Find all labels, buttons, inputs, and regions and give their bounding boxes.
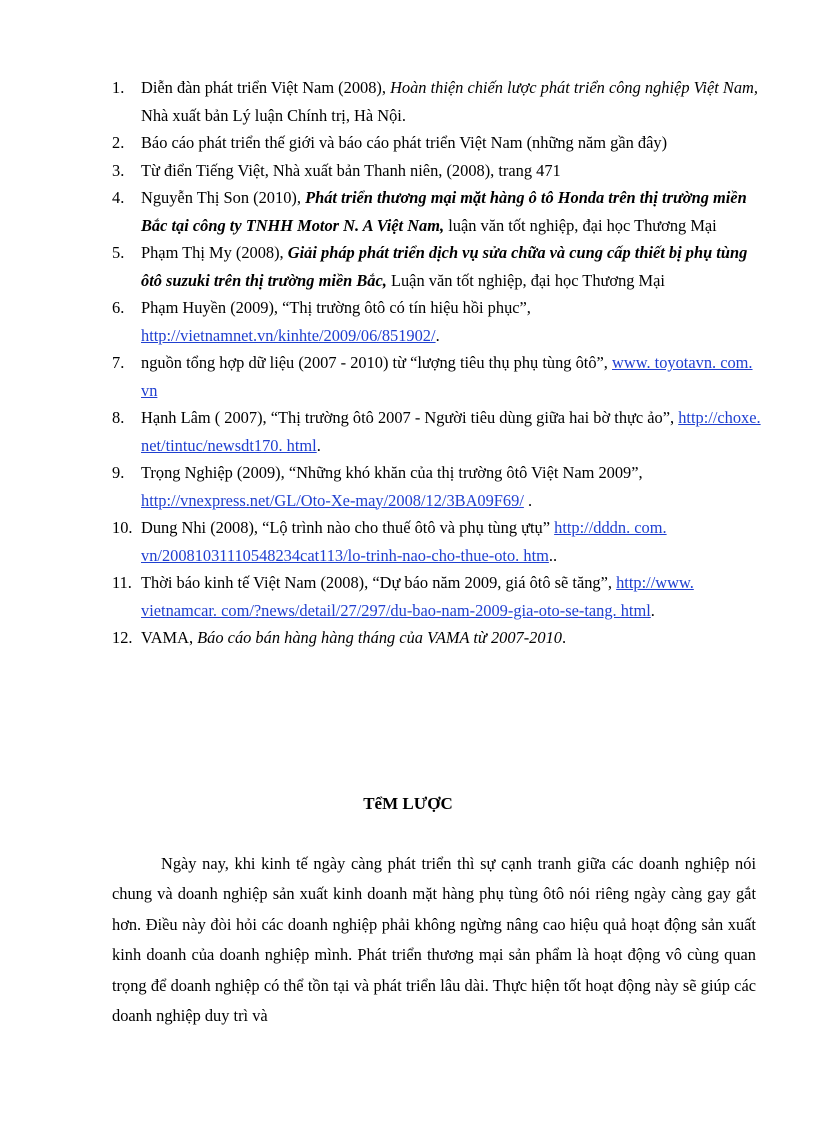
reference-number: 3. xyxy=(112,160,125,180)
reference-author: Hạnh Lâm ( 2007), “Thị trường ôtô 2007 - Người tiêu dùng giữa hai bờ thực ảo”, xyxy=(141,408,679,427)
reference-link[interactable]: http://choxe. net/tintuc/newsdt170. html xyxy=(141,408,761,455)
reference-link[interactable]: http://vietnamnet.vn/kinhte/2009/06/851902/ xyxy=(141,325,436,345)
reference-item xyxy=(112,569,772,624)
reference-number: 8. xyxy=(112,408,125,427)
reference-title: Báo cáo bán hàng hàng tháng của VAMA từ 2007-2010 xyxy=(197,628,562,647)
reference-item xyxy=(112,74,772,129)
reference-author: Trọng Nghiệp (2009), “Những khó khăn của thị trường ôtô Việt Nam 2009”, xyxy=(141,463,643,482)
reference-link[interactable]: http://dddn. com. vn/20081031110548234cat113/lo-trinh-nao-cho-thue-oto. htm xyxy=(141,518,667,565)
reference-link[interactable]: http://www. vietnamcar. com/?news/detail/27/297/du-bao-nam-2009-gia-oto-se-tang. html xyxy=(141,573,694,620)
reference-suffix: . xyxy=(316,435,321,455)
reference-author: Báo cáo phát triển thế giới và báo cáo phát triển Việt Nam (những năm gần đây) xyxy=(141,133,668,152)
reference-author: Từ điển Tiếng Việt, Nhà xuất bản Thanh niên, (2008), trang 471 xyxy=(141,160,561,180)
reference-item xyxy=(112,184,772,239)
reference-number: 2. xyxy=(112,133,125,152)
reference-author: Dung Nhi (2008), “Lộ trình nào cho thuế ôtô và phụ tùng ựtụ” xyxy=(141,518,555,537)
reference-item xyxy=(112,157,772,185)
reference-number: 5. xyxy=(112,243,125,262)
reference-item xyxy=(112,404,772,459)
reference-link[interactable]: http://vnexpress.net/GL/Oto-Xe-may/2008/12/3BA09F69/ xyxy=(141,490,524,510)
reference-item xyxy=(112,624,772,652)
reference-author: Phạm Huyền (2009), “Thị trường ôtô có tín hiệu hồi phục”, xyxy=(141,298,531,317)
reference-details: luận văn tốt nghiệp, đại học Thương Mại xyxy=(444,215,717,235)
reference-item xyxy=(112,294,772,349)
reference-suffix: . xyxy=(523,490,533,510)
reference-details: Luận văn tốt nghiệp, đại học Thương Mại xyxy=(386,270,665,290)
reference-author: nguồn tổng hợp dữ liệu (2007 - 2010) từ “lượng tiêu thụ phụ tùng ôtô”, xyxy=(141,353,613,372)
reference-number: 1. xyxy=(112,78,125,97)
reference-suffix: . xyxy=(650,600,655,620)
reference-number: 7. xyxy=(112,353,125,372)
summary-paragraph: Ngày nay, khi kinh tế ngày càng phát triển thì sự cạnh tranh giữa các doanh nghiệp nói chung và doanh nghiệp sản xuất kinh doanh mặt hàng phụ tùng ôtô nói riêng ngày càng gay gắt hơn. Điều này đòi hỏi các doanh nghiệp phải không ngừng nâng cao hiệu quả hoạt động sản xuất kinh doanh của doanh nghiệp mình. Phát triển thương mại sản phẩm là hoạt động vô cùng quan trọng để doanh nghiệp có thể tồn tại và phát triển lâu dài. Thực hiện tốt hoạt động này sẽ giúp các doanh nghiệp duy trì và xyxy=(112,854,756,1026)
reference-list xyxy=(112,74,772,652)
reference-details: Nhà xuất bản Lý luận Chính trị, Hà Nội. xyxy=(141,105,406,125)
reference-author: Diễn đàn phát triển Việt Nam (2008), xyxy=(141,78,391,97)
reference-author: Phạm Thị My (2008), xyxy=(141,243,288,262)
reference-number: 4. xyxy=(112,188,125,207)
reference-number: 10. xyxy=(112,518,133,537)
reference-suffix: . xyxy=(561,628,567,647)
reference-number: 12. xyxy=(112,628,133,647)
reference-item xyxy=(112,349,772,404)
reference-author: Thời báo kinh tế Việt Nam (2008), “Dự báo năm 2009, giá ôtô sẽ tăng”, xyxy=(141,573,617,592)
reference-item xyxy=(112,129,772,157)
reference-title: Phát triển thương mại mặt hàng ô tô Honda trên thị trường miền Bắc tại công ty TNHH Motor N. A Việt Nam, xyxy=(141,188,747,235)
reference-number: 6. xyxy=(112,298,125,317)
reference-suffix: .. xyxy=(548,545,558,565)
reference-item xyxy=(112,239,772,294)
reference-author: VAMA, xyxy=(141,628,198,647)
reference-item xyxy=(112,514,772,569)
reference-title: Hoàn thiện chiến lược phát triển công nghiệp Việt Nam, xyxy=(390,78,758,97)
reference-number: 9. xyxy=(112,463,125,482)
reference-item xyxy=(112,459,772,514)
reference-link[interactable]: www. toyotavn. com. vn xyxy=(141,353,753,400)
reference-author: Nguyễn Thị Son (2010), xyxy=(141,188,306,207)
reference-suffix: . xyxy=(435,325,440,345)
reference-title: Giải pháp phát triển dịch vụ sửa chữa và cung cấp thiết bị phụ tùng ôtô suzuki trên thị trường miền Bắc, xyxy=(141,243,748,290)
section-heading: TểM LƯỢC xyxy=(363,794,453,813)
reference-number: 11. xyxy=(112,573,132,592)
